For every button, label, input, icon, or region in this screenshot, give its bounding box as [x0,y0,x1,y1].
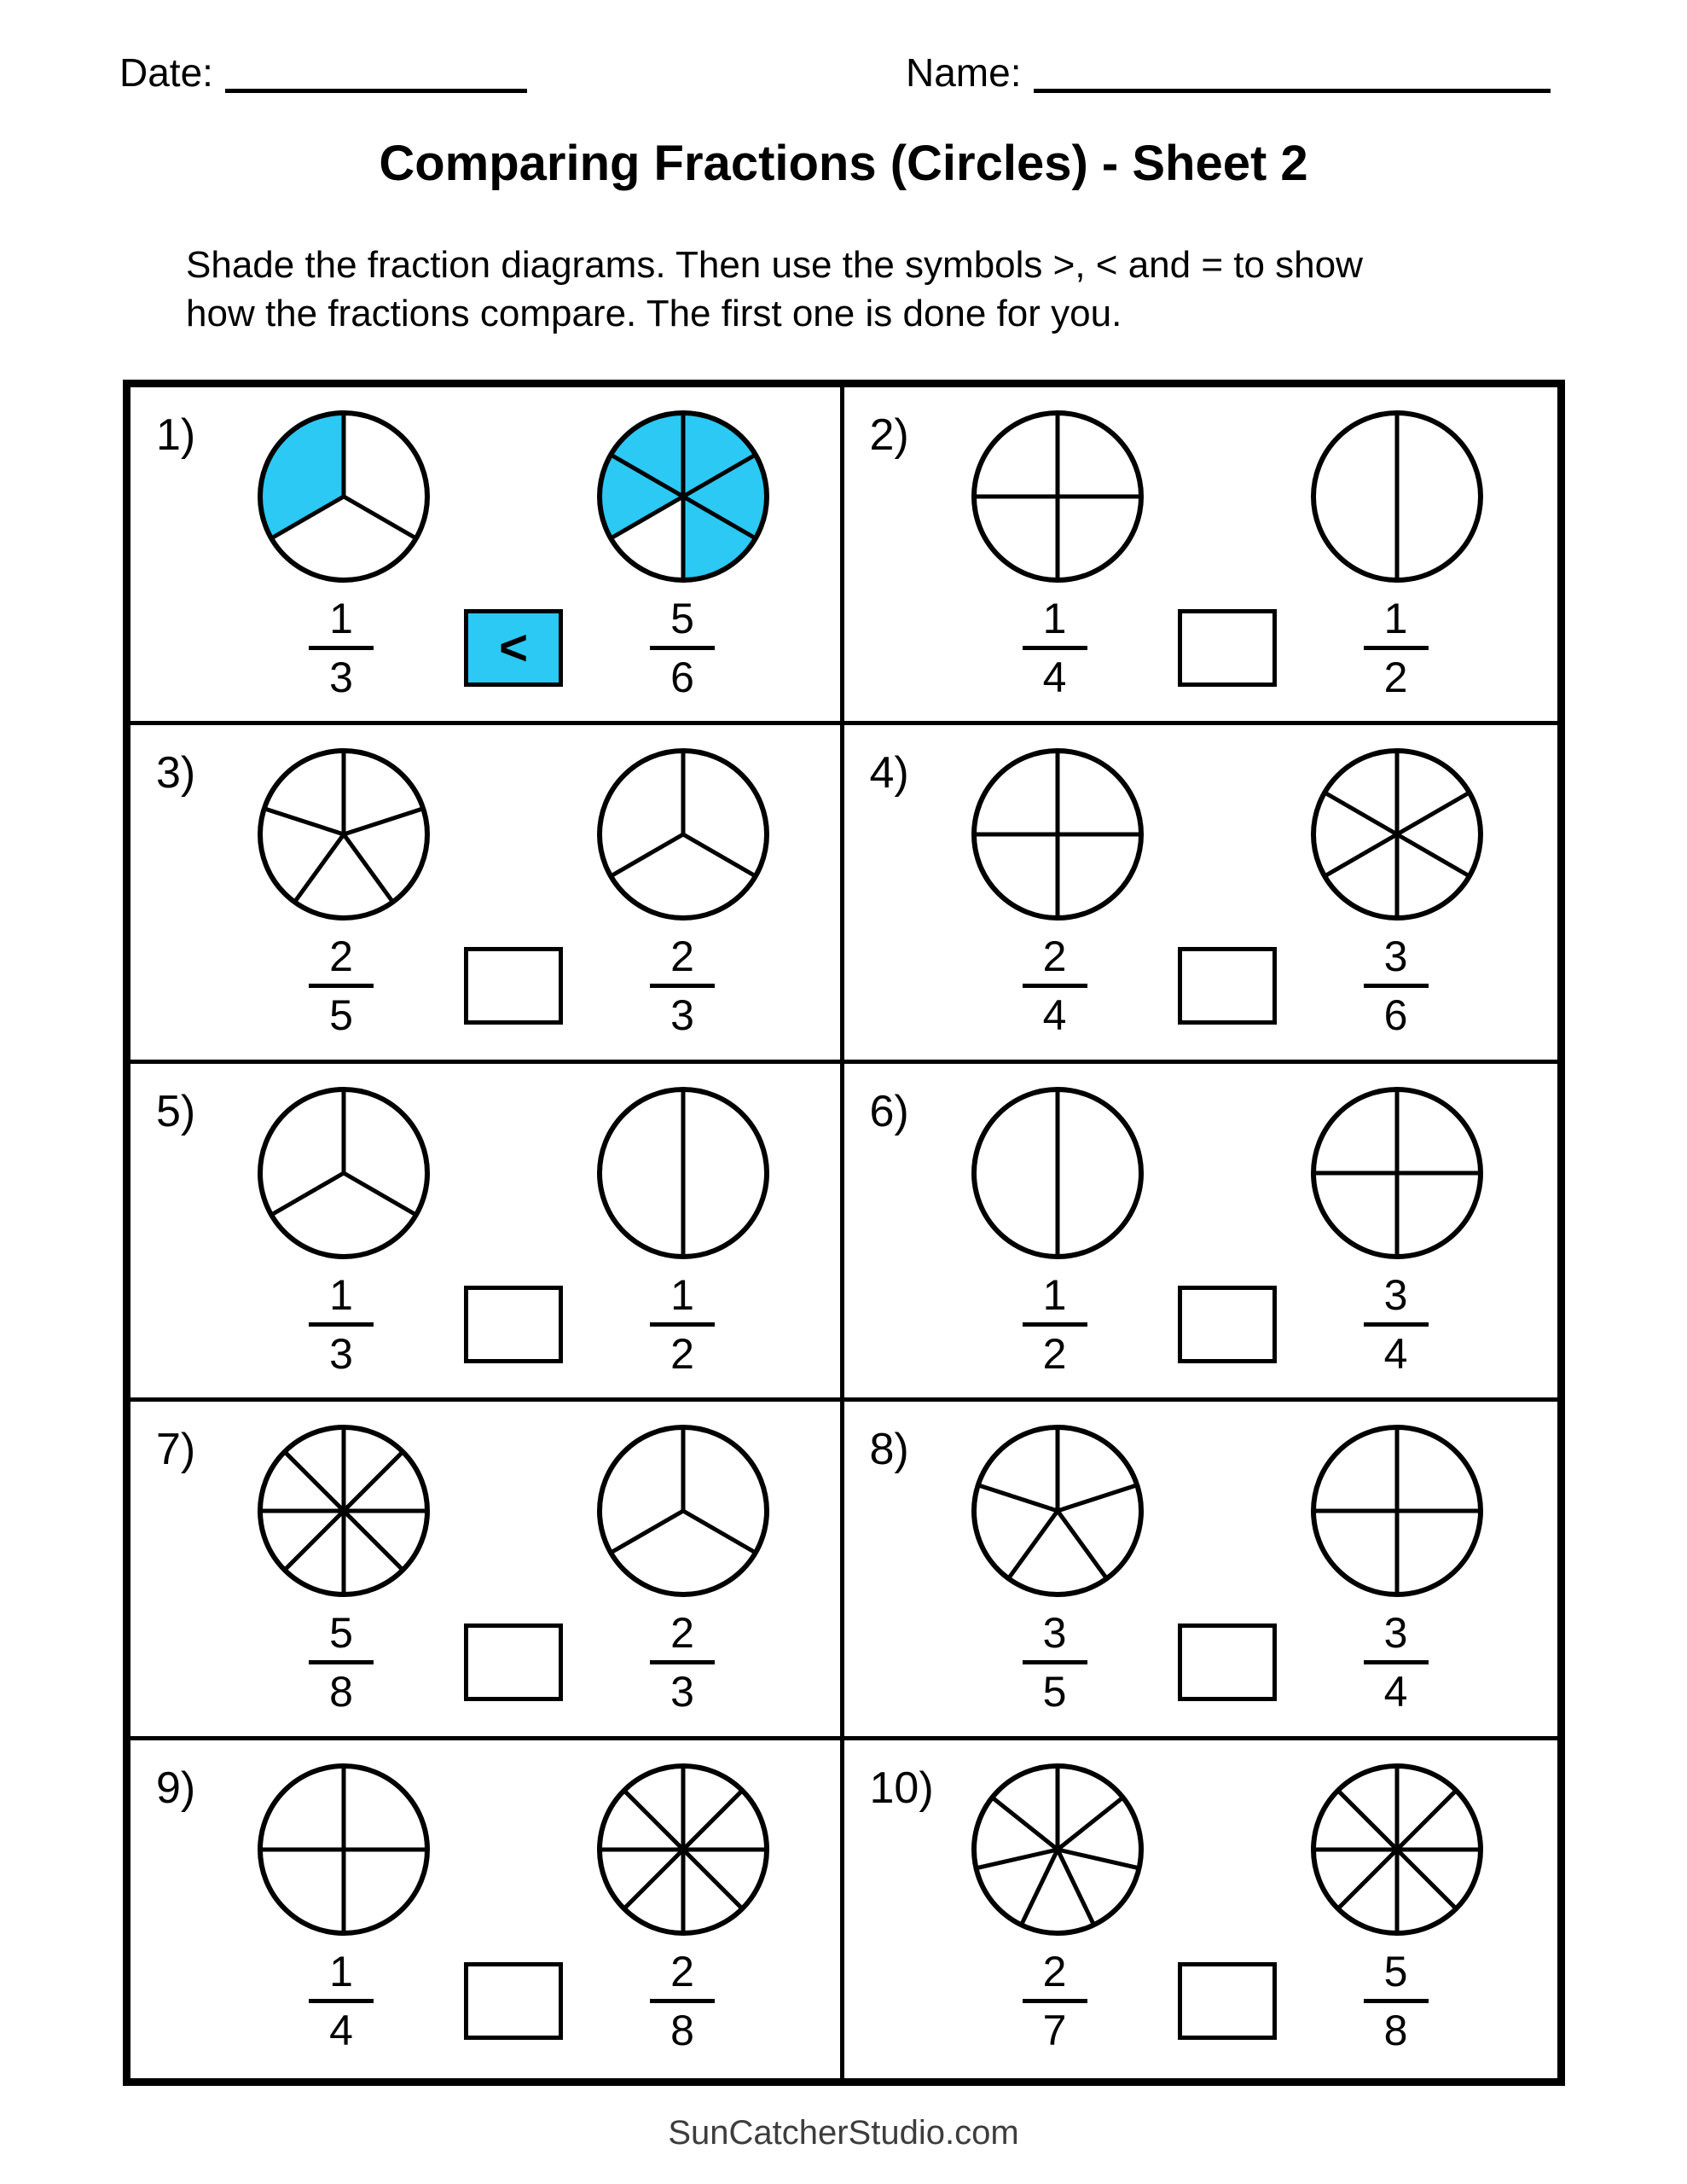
left-fraction [290,1610,392,1715]
problem-cell [130,1740,844,2078]
left-fraction [1004,1610,1106,1715]
right-fraction-bar [1364,1999,1429,2003]
right-fraction-bar [650,646,715,650]
problem-cell [130,1402,844,1740]
right-fraction [1345,1272,1447,1377]
left-fraction-circle[interactable] [255,1084,432,1262]
instructions-line-2: how the fractions compare. The first one is done for you. [186,293,1122,334]
problem-number: 10) [869,1763,934,1813]
left-fraction-bar [1023,1999,1087,2003]
problem-number: 3) [156,748,196,799]
name-write-line[interactable] [1034,89,1551,93]
answer-box[interactable] [1178,1623,1277,1701]
left-fraction-bar [309,646,374,650]
left-fraction-circle[interactable] [255,408,432,585]
problem-cell [844,725,1558,1063]
left-fraction-denominator: 3 [329,1329,353,1378]
right-fraction [1345,933,1447,1038]
left-fraction [290,933,392,1038]
left-fraction-numerator: 1 [329,1947,353,1995]
left-fraction-numerator: 2 [1042,1947,1067,1995]
answer-box[interactable] [464,947,563,1025]
left-fraction-denominator: 8 [329,1668,353,1716]
problem-number: 4) [869,748,909,799]
left-fraction-denominator: 4 [1042,653,1067,701]
date-label: Date: [119,50,213,95]
left-fraction [290,1272,392,1377]
right-fraction-circle[interactable] [1308,746,1486,923]
problem-cell [130,725,844,1063]
left-fraction-denominator: 4 [1042,991,1067,1040]
left-fraction-denominator: 3 [329,653,353,701]
right-fraction [631,1610,733,1715]
right-fraction-circle[interactable] [1308,408,1486,585]
problem-number: 7) [156,1425,196,1475]
footer-site-text: SunCatcherStudio.com [668,2114,1019,2152]
left-fraction-bar [1023,1322,1087,1327]
problem-cell [844,387,1558,725]
left-fraction-circle[interactable] [969,1761,1146,1938]
problem-number: 9) [156,1763,196,1813]
right-fraction-bar [1364,1660,1429,1664]
left-fraction-bar [309,1322,374,1327]
right-fraction-circle[interactable] [594,746,772,923]
left-fraction [1004,1949,1106,2053]
right-fraction-bar [650,1660,715,1664]
left-fraction-circle[interactable] [255,746,432,923]
right-fraction-denominator: 3 [670,1668,694,1716]
left-fraction-bar [1023,646,1087,650]
right-fraction-denominator: 4 [1383,1668,1408,1716]
right-fraction-bar [1364,1322,1429,1327]
answer-box[interactable] [464,1286,563,1363]
left-fraction-numerator: 1 [329,595,353,642]
instructions-line-1: Shade the fraction diagrams. Then use the symbols >, < and = to show [186,244,1363,286]
right-fraction [1345,1610,1447,1715]
left-fraction-bar [309,1999,374,2003]
page-title: Comparing Fractions (Circles) - Sheet 2 [379,136,1308,191]
left-fraction-circle[interactable] [969,746,1146,923]
right-fraction-circle[interactable] [594,1761,772,1938]
right-fraction-bar [650,1322,715,1327]
right-fraction-numerator: 2 [670,1947,694,1995]
problems-grid [123,380,1565,2086]
right-fraction [631,1949,733,2053]
right-fraction-denominator: 6 [1383,991,1408,1040]
right-fraction-numerator: 1 [1383,595,1408,642]
left-fraction-bar [1023,984,1087,988]
left-fraction [1004,595,1106,700]
problem-number: 5) [156,1086,196,1136]
right-fraction-circle[interactable] [1308,1761,1486,1938]
left-fraction [290,1949,392,2053]
left-fraction-bar [1023,1660,1087,1664]
right-fraction-circle[interactable] [1308,1084,1486,1262]
right-fraction-numerator: 3 [1383,932,1408,981]
right-fraction-denominator: 4 [1383,1329,1408,1378]
problem-cell [844,1740,1558,2078]
problem-cell [130,387,844,725]
right-fraction [631,933,733,1038]
answer-box[interactable]: < [464,609,563,687]
left-fraction [1004,1272,1106,1377]
problem-number: 1) [156,410,196,460]
left-fraction-denominator: 4 [329,2006,353,2054]
left-fraction-numerator: 1 [1042,1270,1067,1319]
left-fraction-bar [309,1660,374,1664]
right-fraction-bar [650,1999,715,2003]
problem-number: 2) [869,410,909,460]
answer-box[interactable] [1178,947,1277,1025]
left-fraction-numerator: 5 [329,1609,353,1658]
name-label: Name: [906,50,1022,95]
right-fraction-numerator: 2 [670,932,694,981]
right-fraction-numerator: 2 [670,1609,694,1658]
left-fraction-circle[interactable] [969,1084,1146,1262]
right-fraction-numerator: 1 [670,1270,694,1319]
problem-cell [844,1064,1558,1402]
problem-number: 6) [869,1086,909,1136]
right-fraction-circle[interactable] [1308,1422,1486,1600]
right-fraction [631,595,733,700]
right-fraction-numerator: 5 [1383,1947,1408,1995]
left-fraction-denominator: 2 [1042,1329,1067,1378]
left-fraction-circle[interactable] [969,408,1146,585]
right-fraction-numerator: 5 [670,595,694,642]
answer-box[interactable] [464,1623,563,1701]
left-fraction-numerator: 1 [1042,595,1067,642]
left-fraction-numerator: 2 [1042,932,1067,981]
left-fraction-numerator: 1 [329,1270,353,1319]
left-fraction-numerator: 2 [329,932,353,981]
answer-box[interactable] [1178,1286,1277,1363]
right-fraction [1345,595,1447,700]
answer-box[interactable] [1178,1962,1277,2040]
right-fraction-denominator: 2 [670,1329,694,1378]
left-fraction-numerator: 3 [1042,1609,1067,1658]
right-fraction-denominator: 3 [670,991,694,1040]
right-fraction-numerator: 3 [1383,1270,1408,1319]
right-fraction-numerator: 3 [1383,1609,1408,1658]
left-fraction-denominator: 5 [1042,1668,1067,1716]
right-fraction [631,1272,733,1377]
right-fraction-denominator: 8 [1383,2006,1408,2054]
right-fraction-bar [650,984,715,988]
left-fraction-denominator: 7 [1042,2006,1067,2054]
right-fraction-circle[interactable] [594,1084,772,1262]
right-fraction-circle[interactable] [594,408,772,585]
right-fraction-denominator: 2 [1383,653,1408,701]
right-fraction-circle[interactable] [594,1422,772,1600]
answer-box[interactable] [464,1962,563,2040]
problem-cell [844,1402,1558,1740]
left-fraction-bar [309,984,374,988]
right-fraction-denominator: 8 [670,2006,694,2054]
answer-box[interactable] [1178,609,1277,687]
right-fraction-bar [1364,646,1429,650]
left-fraction [290,595,392,700]
right-fraction [1345,1949,1447,2053]
problem-number: 8) [869,1425,909,1475]
right-fraction-bar [1364,984,1429,988]
problem-cell [130,1064,844,1402]
left-fraction [1004,933,1106,1038]
left-fraction-circle[interactable] [969,1422,1146,1600]
date-write-line[interactable] [225,89,527,93]
left-fraction-circle[interactable] [255,1422,432,1600]
left-fraction-circle[interactable] [255,1761,432,1938]
left-fraction-denominator: 5 [329,991,353,1040]
right-fraction-denominator: 6 [670,653,694,701]
